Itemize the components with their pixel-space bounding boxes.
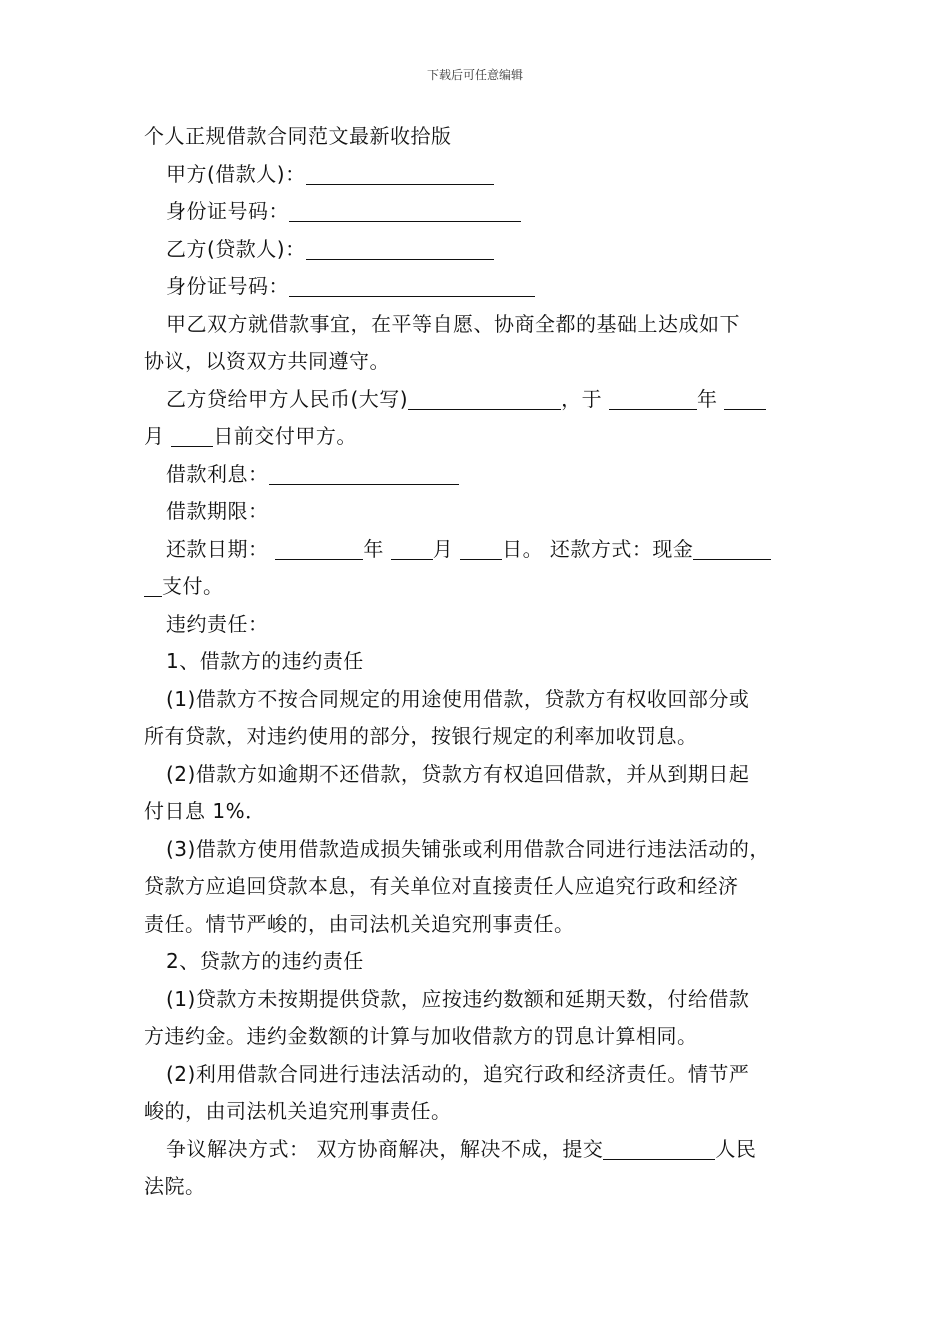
section2-heading: 2、贷款方的违约责任 — [166, 949, 364, 973]
section2-item2-line1: (2)利用借款合同进行违法活动的，追究行政和经济责任。情节严 — [166, 1061, 750, 1086]
repay-line-1 — [144, 531, 809, 569]
repay-month-label: 月 — [432, 536, 461, 561]
dispute-court-suffix: 人民 — [715, 1136, 757, 1161]
repay-year-label: 年 — [363, 536, 391, 561]
repay-method-blank — [693, 537, 771, 560]
repay-line-2 — [144, 568, 809, 606]
party-a-field — [144, 156, 809, 194]
id-no-label-1: 身份证号码： — [166, 199, 289, 223]
id-no-field-2 — [144, 268, 809, 306]
interest-field — [144, 456, 809, 494]
loan-amount-blank — [408, 387, 561, 410]
section1-item1-line2: 所有贷款，对违约使用的部分，按银行规定的利率加收罚息。 — [144, 724, 698, 748]
repay-month-blank — [391, 537, 433, 560]
repay-method-label: 日。 还款方式：现金 — [502, 536, 694, 561]
dispute-line-2: 法院。 — [144, 1174, 206, 1198]
loan-line-2 — [144, 418, 809, 456]
section1-item2-line1: (2)借款方如逾期不还借款，贷款方有权追回借款，并从到期日起 — [166, 761, 750, 786]
loan-amount-label: 乙方贷给甲方人民币(大写) — [166, 386, 409, 411]
id-no-blank-1 — [289, 199, 521, 222]
section1-item3-line1: (3)借款方使用借款造成损失铺张或利用借款合同进行违法活动的， — [166, 836, 770, 861]
loan-date-prefix: ，于 — [561, 386, 609, 411]
dispute-label: 争议解决方式： 双方协商解决，解决不成，提交 — [166, 1136, 604, 1161]
section2-item1-line2: 方违约金。违约金数额的计算与加收借款方的罚息计算相同。 — [144, 1024, 698, 1048]
dispute-line-1 — [144, 1131, 809, 1169]
party-b-blank — [306, 237, 494, 260]
repay-date-label: 还款日期： — [166, 536, 276, 561]
dispute-court-blank — [603, 1137, 715, 1160]
section1-heading: 1、借款方的违约责任 — [166, 649, 364, 673]
id-no-blank-2 — [289, 274, 535, 297]
section1-item3-line3: 责任。情节严峻的，由司法机关追究刑事责任。 — [144, 911, 575, 936]
section2-item2-line2: 峻的，由司法机关追究刑事责任。 — [144, 1099, 452, 1123]
loan-month-blank — [724, 387, 766, 410]
repay-year-blank — [275, 537, 363, 560]
interest-blank — [269, 462, 459, 485]
intro-line-1: 甲乙双方就借款事宜，在平等自愿、协商全都的基础上达成如下 — [166, 311, 740, 336]
section1-item3-line2: 贷款方应追回贷款本息，有关单位对直接责任人应追究行政和经济 — [144, 874, 739, 898]
repay-day-blank — [460, 537, 502, 560]
repay-method-blank-cont — [144, 574, 162, 597]
contract-body — [144, 118, 809, 1206]
loan-day-blank — [171, 424, 213, 447]
id-no-field-1 — [144, 193, 809, 231]
interest-label: 借款利息： — [166, 461, 269, 486]
term-field: 借款期限： — [166, 499, 269, 523]
loan-line-1 — [144, 381, 809, 419]
document-title: 个人正规借款合同范文最新收拾版 — [144, 124, 452, 148]
id-no-label-2: 身份证号码： — [166, 274, 289, 298]
section2-item1-line1: (1)贷款方未按期提供贷款，应按违约数额和延期天数，付给借款 — [166, 986, 750, 1011]
party-a-blank — [306, 162, 494, 185]
breach-title: 违约责任： — [166, 611, 269, 636]
party-b-field — [144, 231, 809, 269]
party-a-label: 甲方(借款人)： — [166, 161, 306, 186]
repay-pay-label: 支付。 — [162, 574, 224, 598]
loan-year-blank — [609, 387, 697, 410]
loan-deliver-label: 日前交付甲方。 — [213, 424, 357, 448]
party-b-label: 乙方(贷款人)： — [166, 236, 306, 261]
header-note: 下载后可任意编辑 — [426, 68, 523, 82]
intro-line-2: 协议，以资双方共同遵守。 — [144, 349, 390, 373]
section1-item2-line2: 付日息 1%． — [144, 799, 266, 823]
section1-item1-line1: (1)借款方不按合同规定的用途使用借款，贷款方有权收回部分或 — [166, 686, 750, 711]
loan-year-label: 年 — [696, 386, 725, 411]
loan-month-label: 月 — [144, 424, 172, 448]
